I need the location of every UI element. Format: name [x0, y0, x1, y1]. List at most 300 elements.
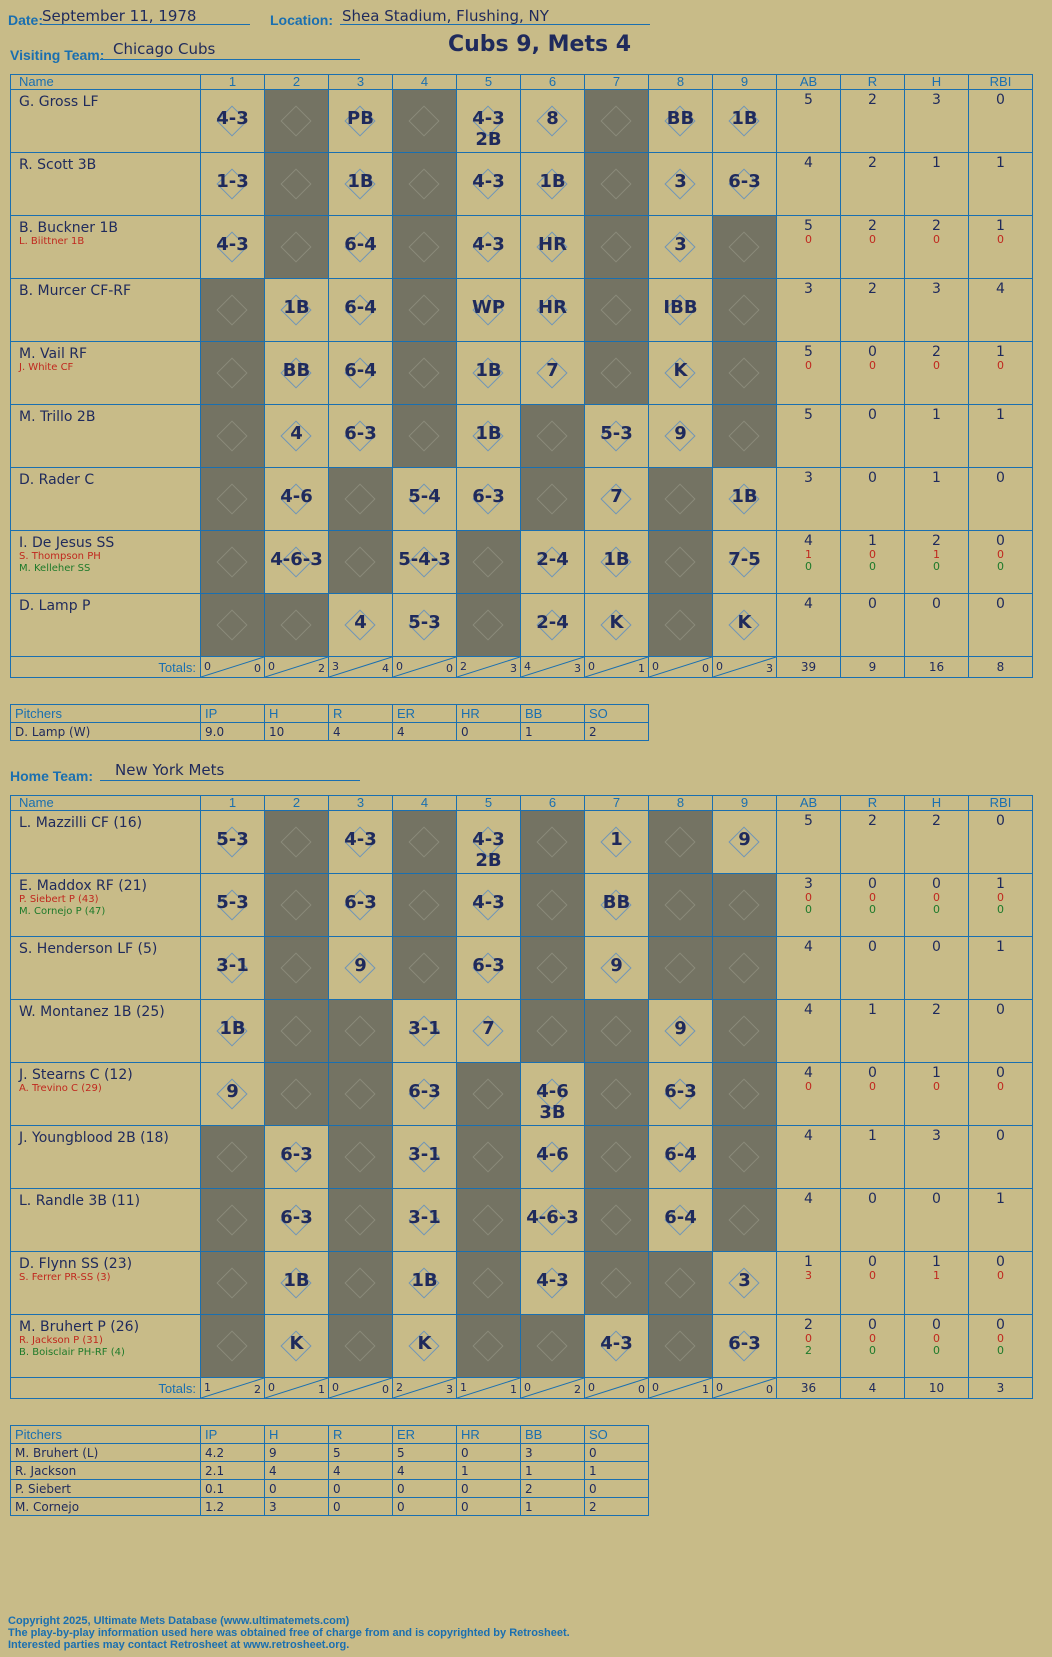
- inning-total-cell: [265, 1378, 329, 1399]
- at-bat-cell: [329, 1189, 393, 1252]
- pitcher-row: [11, 723, 649, 741]
- play-result: 1B: [411, 1270, 438, 1291]
- pitcher-stat: 0: [585, 1480, 649, 1498]
- diamond-icon: [216, 609, 247, 640]
- stat-cell: [905, 90, 969, 153]
- at-bat-cell: [585, 1000, 649, 1063]
- diamond-icon: [344, 1204, 375, 1235]
- table-row: [11, 594, 1033, 657]
- stat-value: 1: [932, 1065, 941, 1081]
- inning-runs: 0: [268, 1381, 275, 1394]
- at-bat-cell: [329, 1063, 393, 1126]
- stat-cell: [905, 153, 969, 216]
- at-bat-cell: [265, 90, 329, 153]
- sub-stat-value: 0: [869, 233, 876, 246]
- visiting-team-name: Chicago Cubs: [113, 40, 216, 58]
- pitching-col-header: R: [329, 705, 393, 723]
- stat-value: 0: [868, 1317, 877, 1333]
- stat-cell: [905, 279, 969, 342]
- at-bat-cell: [649, 811, 713, 874]
- play-result: K: [737, 612, 752, 633]
- at-bat-cell: [521, 468, 585, 531]
- sub-stat-value: 0: [933, 560, 940, 573]
- stat-cell: [841, 531, 905, 594]
- at-bat-cell: [649, 90, 713, 153]
- inning-runs: 0: [332, 1381, 339, 1394]
- diamond-icon: [408, 357, 439, 388]
- visitors-col-inning-9: 9: [713, 75, 777, 90]
- inning-total-cell: [649, 1378, 713, 1399]
- stat-value: 0: [932, 596, 941, 612]
- play-result: 8: [546, 108, 559, 129]
- table-row: [11, 405, 1033, 468]
- at-bat-cell: [393, 1000, 457, 1063]
- inning-runs: 2: [396, 1381, 403, 1394]
- at-bat-cell: [265, 1000, 329, 1063]
- substitute-name: S. Thompson PH: [19, 551, 101, 562]
- stat-cell: [777, 90, 841, 153]
- play-result: 4-6: [280, 486, 313, 507]
- play-result: 7: [546, 360, 559, 381]
- at-bat-cell: [521, 216, 585, 279]
- pitcher-row: [11, 1444, 649, 1462]
- play-result: 3: [738, 1270, 751, 1291]
- visitors-col-inning-1: 1: [201, 75, 265, 90]
- at-bat-cell: [393, 811, 457, 874]
- home-col-inning-8: 8: [649, 796, 713, 811]
- at-bat-cell: [265, 342, 329, 405]
- stat-value: 4: [804, 596, 813, 612]
- sub-stat-value: 0: [997, 233, 1004, 246]
- player-name: M. Bruhert P (26): [19, 1319, 140, 1335]
- home-pitching-header: [11, 1426, 649, 1444]
- sub-stat-value: 0: [805, 359, 812, 372]
- stat-cell: [969, 279, 1033, 342]
- inning-total-cell: [649, 657, 713, 678]
- stat-value: 1: [932, 470, 941, 486]
- inning-total-cell: [457, 1378, 521, 1399]
- pitcher-stat: 0: [329, 1498, 393, 1516]
- stat-cell: [905, 594, 969, 657]
- play-result: IBB: [663, 297, 698, 318]
- sub-stat-value: 0: [997, 1332, 1004, 1345]
- at-bat-cell: [201, 1000, 265, 1063]
- at-bat-cell: [201, 90, 265, 153]
- player-name: J. Youngblood 2B (18): [19, 1130, 169, 1146]
- at-bat-cell: [329, 279, 393, 342]
- at-bat-cell: [585, 279, 649, 342]
- at-bat-cell: [201, 405, 265, 468]
- inning-hits: 1: [510, 1383, 517, 1396]
- sub-stat-value: 0: [805, 1080, 812, 1093]
- visitors-col-inning-3: 3: [329, 75, 393, 90]
- at-bat-cell: [713, 937, 777, 1000]
- at-bat-cell: [457, 1126, 521, 1189]
- play-result: 6-3: [472, 486, 505, 507]
- stat-cell: [841, 279, 905, 342]
- at-bat-cell: [201, 874, 265, 937]
- inning-total-cell: [713, 1378, 777, 1399]
- at-bat-cell: [265, 811, 329, 874]
- diamond-icon: [536, 1015, 567, 1046]
- table-row: [11, 1189, 1033, 1252]
- stat-value: 0: [868, 1191, 877, 1207]
- table-row: [11, 90, 1033, 153]
- stat-value: 3: [932, 281, 941, 297]
- final-score-title: Cubs 9, Mets 4: [448, 32, 632, 57]
- inning-hits: 0: [702, 662, 709, 675]
- at-bat-cell: [457, 937, 521, 1000]
- stat-value: 1: [996, 407, 1005, 423]
- stat-cell: [841, 216, 905, 279]
- visitors-col-inning-8: 8: [649, 75, 713, 90]
- sub-stat-value: 0: [933, 359, 940, 372]
- sub-stat-value: 0: [805, 891, 812, 904]
- play-result: 6-3: [280, 1144, 313, 1165]
- at-bat-cell: [201, 531, 265, 594]
- stat-value: 5: [804, 813, 813, 829]
- stat-cell: [905, 937, 969, 1000]
- substitute-name: M. Kelleher SS: [19, 563, 91, 574]
- play-result: 1B: [475, 360, 502, 381]
- play-result: 1B: [283, 297, 310, 318]
- player-name: S. Henderson LF (5): [19, 941, 158, 957]
- stat-value: 2: [932, 1002, 941, 1018]
- at-bat-cell: [265, 874, 329, 937]
- visitors-col-name: Name: [11, 75, 201, 90]
- at-bat-cell: [393, 1063, 457, 1126]
- sub-stat-value: 0: [869, 1269, 876, 1282]
- at-bat-cell: [649, 468, 713, 531]
- stat-cell: [905, 216, 969, 279]
- diamond-icon: [280, 1015, 311, 1046]
- player-cell: [11, 90, 201, 153]
- stat-value: 1: [868, 1128, 877, 1144]
- pitcher-stat: 9.0: [201, 723, 265, 741]
- diamond-icon: [216, 1141, 247, 1172]
- stat-value: 2: [868, 218, 877, 234]
- pitcher-stat: 5: [329, 1444, 393, 1462]
- diamond-icon: [536, 889, 567, 920]
- play-result: BB: [666, 108, 695, 129]
- at-bat-cell: [457, 874, 521, 937]
- visitors-pitching-table: [10, 704, 649, 741]
- at-bat-cell: [393, 1315, 457, 1378]
- at-bat-cell: [393, 594, 457, 657]
- visitors-col-r: R: [841, 75, 905, 90]
- at-bat-cell: [329, 90, 393, 153]
- play-result: 4-3: [472, 171, 505, 192]
- stat-cell: [841, 1315, 905, 1378]
- sub-stat-value: 0: [997, 891, 1004, 904]
- pitcher-stat: 1: [521, 723, 585, 741]
- stat-value: 0: [868, 596, 877, 612]
- stat-value: 1: [932, 155, 941, 171]
- pitching-col-header: BB: [521, 1426, 585, 1444]
- home-pitching-table: [10, 1425, 649, 1516]
- stat-cell: [841, 1000, 905, 1063]
- sub-stat-value: 1: [933, 548, 940, 561]
- at-bat-cell: [521, 937, 585, 1000]
- sub-stat-value: 0: [805, 1332, 812, 1345]
- stat-cell: [841, 1063, 905, 1126]
- player-cell: [11, 531, 201, 594]
- at-bat-cell: [457, 594, 521, 657]
- total-stat: 3: [969, 1378, 1033, 1399]
- at-bat-cell: [393, 468, 457, 531]
- stat-value: 4: [804, 939, 813, 955]
- pitching-col-header: Pitchers: [11, 1426, 201, 1444]
- play-result: 6-4: [344, 297, 377, 318]
- at-bat-cell: [393, 1189, 457, 1252]
- pitcher-stat: 2: [585, 1498, 649, 1516]
- stat-value: 1: [996, 344, 1005, 360]
- pitcher-row: [11, 1462, 649, 1480]
- play-result: 4: [290, 423, 303, 444]
- visiting-underline: [100, 59, 360, 60]
- pitching-col-header: BB: [521, 705, 585, 723]
- diamond-icon: [728, 357, 759, 388]
- stat-cell: [841, 1189, 905, 1252]
- visitors-col-inning-7: 7: [585, 75, 649, 90]
- sub-stat-value: 0: [869, 891, 876, 904]
- footer-copyright: Copyright 2025, Ultimate Mets Database (www.ultimatemets.com): [8, 1615, 350, 1627]
- player-name: D. Flynn SS (23): [19, 1256, 133, 1272]
- inning-runs: 3: [332, 660, 339, 673]
- home-col-name: Name: [11, 796, 201, 811]
- stat-value: 3: [932, 92, 941, 108]
- play-result: 9: [674, 423, 687, 444]
- at-bat-cell: [329, 153, 393, 216]
- diamond-icon: [664, 546, 695, 577]
- player-name: W. Montanez 1B (25): [19, 1004, 165, 1020]
- player-cell: [11, 594, 201, 657]
- diamond-icon: [728, 1078, 759, 1109]
- at-bat-cell: [521, 1252, 585, 1315]
- stat-cell: [905, 1252, 969, 1315]
- player-cell: [11, 1189, 201, 1252]
- at-bat-cell: [649, 1126, 713, 1189]
- play-result: BB: [602, 892, 631, 913]
- stat-value: 0: [868, 939, 877, 955]
- player-cell: [11, 468, 201, 531]
- at-bat-cell: [713, 1252, 777, 1315]
- visitors-col-rbi: RBI: [969, 75, 1033, 90]
- inning-total-cell: [329, 1378, 393, 1399]
- play-result: 7-5: [728, 549, 761, 570]
- inning-runs: 0: [652, 660, 659, 673]
- stat-value: 5: [804, 407, 813, 423]
- at-bat-cell: [649, 342, 713, 405]
- table-row: [11, 216, 1033, 279]
- stat-cell: [777, 531, 841, 594]
- pitching-col-header: IP: [201, 705, 265, 723]
- play-result: 2-4: [536, 549, 569, 570]
- inning-total-cell: [521, 1378, 585, 1399]
- pitching-col-header: H: [265, 705, 329, 723]
- diamond-icon: [600, 1204, 631, 1235]
- play-result: 4-3: [472, 234, 505, 255]
- stat-value: 4: [996, 281, 1005, 297]
- at-bat-cell: [393, 1252, 457, 1315]
- play-result: 4-3: [472, 892, 505, 913]
- play-result: 4-3: [536, 1270, 569, 1291]
- footer-contact: Interested parties may contact Retrosheet at www.retrosheet.org.: [8, 1639, 350, 1651]
- at-bat-cell: [649, 874, 713, 937]
- sub-stat-value: 0: [869, 359, 876, 372]
- play-result: 6-3: [280, 1207, 313, 1228]
- stat-cell: [777, 1063, 841, 1126]
- at-bat-cell: [393, 279, 457, 342]
- at-bat-cell: [649, 1063, 713, 1126]
- stat-value: 0: [932, 876, 941, 892]
- sub-stat-value: 0: [805, 560, 812, 573]
- at-bat-cell: [201, 594, 265, 657]
- at-bat-cell: [521, 1063, 585, 1126]
- diamond-icon: [344, 546, 375, 577]
- stat-value: 0: [996, 1317, 1005, 1333]
- pitcher-stat: 0: [457, 1498, 521, 1516]
- stat-value: 0: [996, 92, 1005, 108]
- pitching-col-header: HR: [457, 705, 521, 723]
- at-bat-cell: [713, 531, 777, 594]
- stat-value: 4: [804, 1191, 813, 1207]
- at-bat-cell: [457, 1315, 521, 1378]
- stat-cell: [905, 1126, 969, 1189]
- total-stat: 16: [905, 657, 969, 678]
- diamond-icon: [216, 1204, 247, 1235]
- diamond-icon: [664, 483, 695, 514]
- play-result: BB: [282, 360, 311, 381]
- diamond-icon: [216, 357, 247, 388]
- play-result: 4-3 2B: [472, 108, 505, 150]
- pitcher-row: [11, 1480, 649, 1498]
- diamond-icon: [728, 420, 759, 451]
- sub-stat-value: 0: [933, 1080, 940, 1093]
- sub-stat-value: 0: [869, 1080, 876, 1093]
- sub-stat-value: 0: [933, 891, 940, 904]
- diamond-icon: [408, 294, 439, 325]
- play-result: K: [417, 1333, 432, 1354]
- at-bat-cell: [521, 1189, 585, 1252]
- play-result: 4-6-3: [270, 549, 323, 570]
- visitors-col-ab: AB: [777, 75, 841, 90]
- at-bat-cell: [457, 1252, 521, 1315]
- inning-hits: 2: [574, 1383, 581, 1396]
- stat-cell: [969, 90, 1033, 153]
- player-name: R. Scott 3B: [19, 157, 97, 173]
- at-bat-cell: [649, 1252, 713, 1315]
- stat-value: 0: [868, 470, 877, 486]
- at-bat-cell: [649, 937, 713, 1000]
- at-bat-cell: [457, 405, 521, 468]
- sub-stat-value: 0: [997, 1269, 1004, 1282]
- diamond-icon: [600, 294, 631, 325]
- inning-hits: 1: [702, 1383, 709, 1396]
- pitching-col-header: ER: [393, 1426, 457, 1444]
- sub-stat-value: 0: [933, 1332, 940, 1345]
- pitcher-stat: 9: [265, 1444, 329, 1462]
- stat-value: 0: [996, 813, 1005, 829]
- pitcher-stat: 1: [521, 1498, 585, 1516]
- play-result: 1-3: [216, 171, 249, 192]
- pitcher-stat: 0: [457, 1480, 521, 1498]
- inning-runs: 0: [524, 1381, 531, 1394]
- stat-value: 0: [996, 596, 1005, 612]
- inning-hits: 3: [446, 1383, 453, 1396]
- stat-cell: [777, 1000, 841, 1063]
- at-bat-cell: [713, 874, 777, 937]
- player-cell: [11, 811, 201, 874]
- stat-value: 0: [868, 876, 877, 892]
- stat-value: 0: [868, 1254, 877, 1270]
- home-col-inning-5: 5: [457, 796, 521, 811]
- at-bat-cell: [713, 1063, 777, 1126]
- diamond-icon: [600, 1078, 631, 1109]
- inning-total-cell: [713, 657, 777, 678]
- stat-cell: [969, 1189, 1033, 1252]
- at-bat-cell: [201, 1063, 265, 1126]
- stat-cell: [841, 468, 905, 531]
- stat-value: 0: [932, 939, 941, 955]
- at-bat-cell: [201, 216, 265, 279]
- diamond-icon: [216, 546, 247, 577]
- inning-runs: 1: [460, 1381, 467, 1394]
- stat-cell: [969, 342, 1033, 405]
- diamond-icon: [344, 1330, 375, 1361]
- stat-cell: [841, 937, 905, 1000]
- play-result: 1B: [219, 1018, 246, 1039]
- total-stat: 10: [905, 1378, 969, 1399]
- stat-cell: [969, 594, 1033, 657]
- at-bat-cell: [713, 342, 777, 405]
- diamond-icon: [728, 294, 759, 325]
- stat-cell: [969, 531, 1033, 594]
- inning-runs: 0: [396, 660, 403, 673]
- stat-cell: [905, 405, 969, 468]
- substitute-name: L. Biittner 1B: [19, 236, 85, 247]
- table-row: [11, 1063, 1033, 1126]
- pitching-col-header: SO: [585, 1426, 649, 1444]
- at-bat-cell: [713, 90, 777, 153]
- inning-runs: 0: [716, 1381, 723, 1394]
- at-bat-cell: [457, 90, 521, 153]
- at-bat-cell: [265, 279, 329, 342]
- pitcher-stat: 1.2: [201, 1498, 265, 1516]
- inning-hits: 4: [382, 662, 389, 675]
- stat-value: 0: [932, 1191, 941, 1207]
- stat-cell: [905, 874, 969, 937]
- player-name: E. Maddox RF (21): [19, 878, 148, 894]
- at-bat-cell: [585, 1252, 649, 1315]
- sub-stat-value: 2: [805, 1344, 812, 1357]
- player-name: M. Vail RF: [19, 346, 88, 362]
- play-result: 3-1: [408, 1018, 441, 1039]
- home-body: [11, 811, 1033, 1399]
- sub-stat-value: 0: [997, 359, 1004, 372]
- diamond-icon: [728, 1015, 759, 1046]
- inning-total-cell: [521, 657, 585, 678]
- inning-total-cell: [585, 657, 649, 678]
- at-bat-cell: [265, 1063, 329, 1126]
- play-result: 2-4: [536, 612, 569, 633]
- home-col-inning-1: 1: [201, 796, 265, 811]
- stat-value: 0: [996, 1254, 1005, 1270]
- diamond-icon: [472, 1078, 503, 1109]
- at-bat-cell: [329, 1315, 393, 1378]
- at-bat-cell: [329, 1000, 393, 1063]
- at-bat-cell: [265, 1126, 329, 1189]
